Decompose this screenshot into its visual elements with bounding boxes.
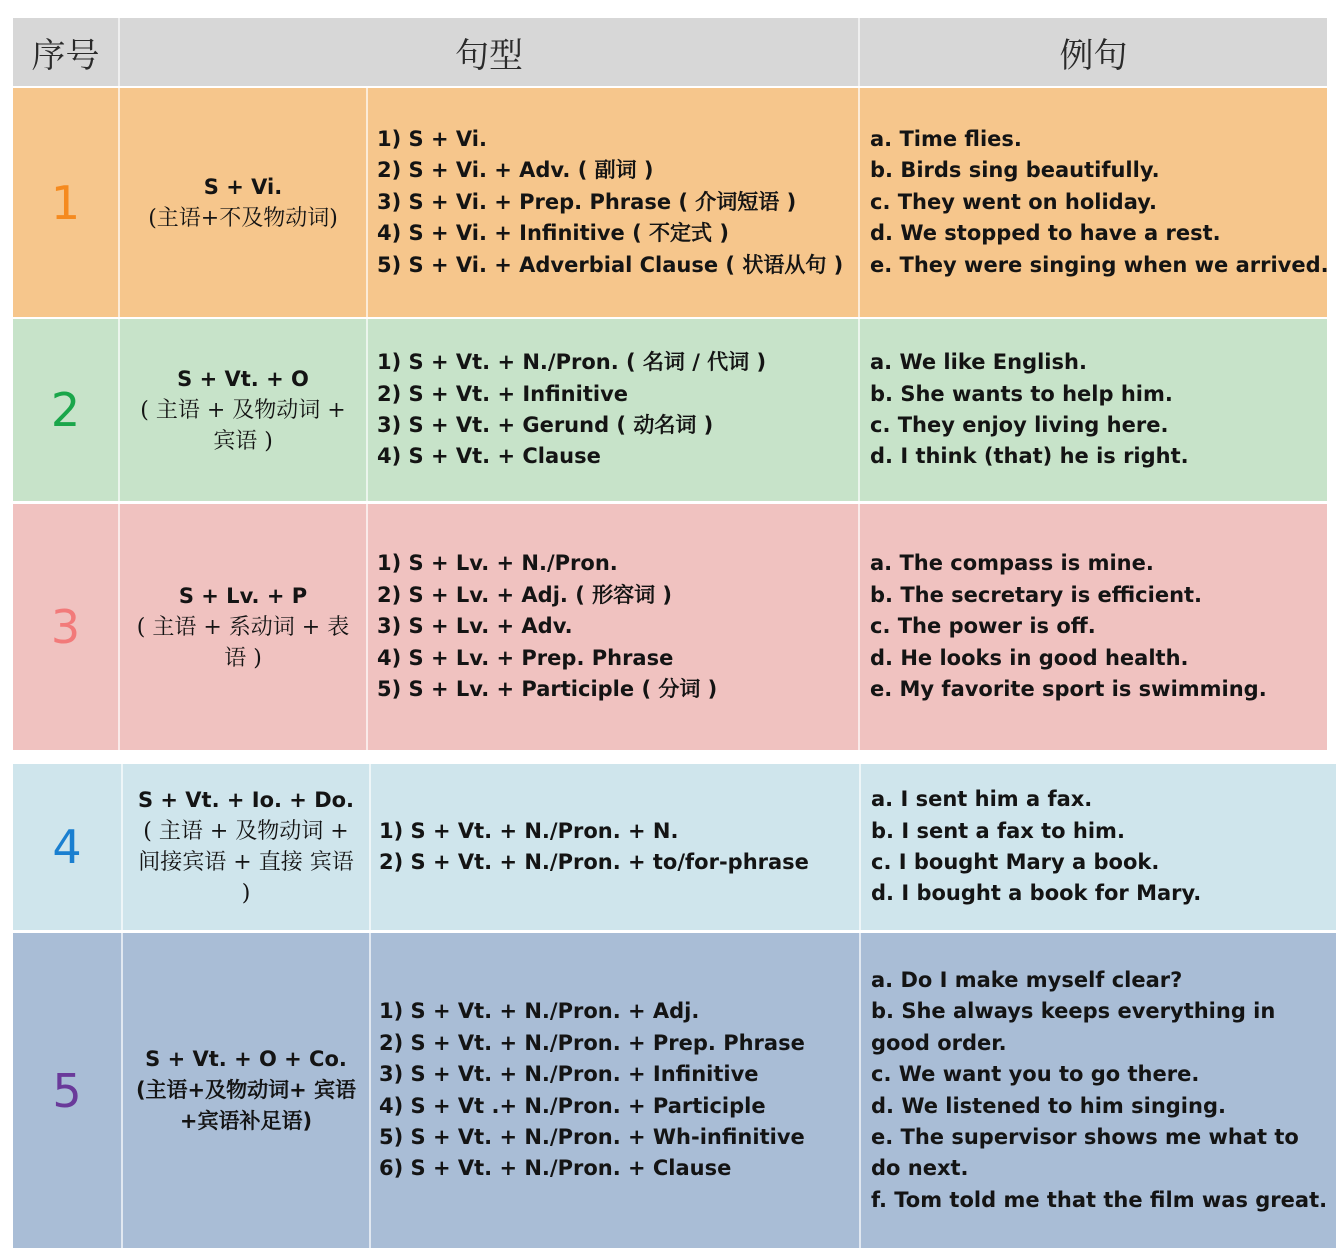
example-item: f. Tom told me that the film was great. [871, 1187, 1328, 1212]
sub-pattern-item: 3) S + Vt. + N./Pron. + Infinitive [379, 1062, 759, 1087]
table-row [13, 504, 1327, 750]
table-row [13, 764, 1336, 930]
example-item: a. I sent him a fax. [871, 787, 1093, 812]
sub-pattern-item: 3) S + Vt. + Gerund ( 动名词 ) [377, 413, 714, 437]
example-item: d. He looks in good health. [870, 645, 1189, 670]
sub-pattern-item: 2) S + Lv. + Adj. ( 形容词 ) [377, 582, 673, 607]
example-list [860, 504, 1327, 750]
pattern-cell [120, 504, 368, 750]
sub-pattern-list [371, 764, 861, 930]
example-item: b. She wants to help him. [870, 381, 1173, 406]
row-number: 2 [13, 319, 120, 501]
sub-pattern-item: 5) S + Lv. + Participle ( 分词 ) [377, 677, 718, 702]
example-item: d. We listened to him singing. [871, 1093, 1226, 1118]
pattern-chinese: ( 主语 + 系动词 + 表语 ) [136, 614, 350, 671]
header-pattern: 句型 [120, 18, 860, 86]
sub-pattern-item: 1) S + Vt. + N./Pron. + Adj. [379, 999, 700, 1024]
row-number: 1 [13, 88, 120, 317]
example-item: e. They were singing when we arrived. [870, 252, 1329, 277]
sub-pattern-item: 2) S + Vi. + Adv. ( 副词 ) [377, 158, 654, 183]
example-list [860, 88, 1327, 317]
example-item: c. They enjoy living here. [870, 413, 1169, 437]
sub-pattern-item: 1) S + Vt. + N./Pron. ( 名词 / 代词 ) [377, 350, 767, 375]
sub-pattern-item: 4) S + Vt. + Clause [377, 444, 601, 469]
sub-pattern-item: 1) S + Lv. + N./Pron. [377, 551, 618, 576]
sub-pattern-item: 2) S + Vt. + N./Pron. + Prep. Phrase [379, 1030, 805, 1055]
example-item: c. The power is off. [870, 614, 1096, 639]
sub-pattern-item: 3) S + Vi. + Prep. Phrase ( 介词短语 ) [377, 189, 797, 214]
header-number: 序号 [13, 18, 120, 86]
row-number: 4 [13, 764, 123, 930]
sub-pattern-list [368, 504, 860, 750]
example-item: a. We like English. [870, 350, 1087, 375]
example-item: d. I bought a book for Mary. [871, 881, 1202, 906]
example-item: b. She always keeps everything in [871, 999, 1276, 1024]
sub-pattern-list [368, 88, 860, 317]
sub-pattern-list [368, 319, 860, 501]
sub-pattern-item: 2) S + Vt. + N./Pron. + to/for-phrase [379, 850, 809, 874]
example-item: do next. [871, 1156, 969, 1181]
sub-pattern-item: 4) S + Vi. + Infinitive ( 不定式 ) [377, 221, 729, 246]
sub-pattern-item: 5) S + Vt. + N./Pron. + Wh-infinitive [379, 1124, 805, 1149]
sub-pattern-item: 3) S + Lv. + Adv. [377, 614, 573, 639]
table-row [13, 319, 1327, 501]
pattern-formula: S + Vt. + O [177, 366, 309, 391]
pattern-formula: S + Lv. + P [178, 583, 308, 608]
pattern-cell [123, 764, 371, 930]
sub-pattern-item: 2) S + Vt. + Infinitive [377, 381, 628, 406]
example-list [861, 933, 1336, 1248]
example-item: c. I bought Mary a book. [871, 850, 1160, 874]
pattern-formula: S + Vt. + Io. + Do. [137, 788, 355, 812]
example-item: b. I sent a fax to him. [871, 818, 1125, 843]
pattern-chinese: (主语+不及物动词) [148, 205, 338, 231]
example-item: d. I think (that) he is right. [870, 444, 1189, 469]
example-item: a. Time flies. [870, 126, 1022, 151]
example-item: d. We stopped to have a rest. [870, 221, 1221, 246]
example-item: e. The supervisor shows me what to [871, 1124, 1299, 1149]
example-item: e. My favorite sport is swimming. [870, 677, 1267, 702]
pattern-formula: S + Vi. [203, 174, 283, 199]
example-item: a. Do I make myself clear? [871, 967, 1183, 992]
example-item: b. The secretary is efficient. [870, 582, 1203, 607]
sub-pattern-item: 1) S + Vi. [377, 126, 487, 151]
header-example: 例句 [1059, 35, 1128, 76]
sub-pattern-item: 5) S + Vi. + Adverbial Clause ( 状语从句 ) [377, 252, 844, 277]
sub-pattern-list [371, 933, 861, 1248]
pattern-cell [120, 319, 368, 501]
pattern-chinese: ( 主语 + 及物动词 + 间接宾语 + 直接 宾语 ) [138, 819, 354, 906]
pattern-formula: S + Vt. + O + Co. (主语+及物动词+ 宾语 +宾语补足语) [135, 1047, 357, 1133]
example-item: good order. [871, 1030, 1007, 1055]
row-number: 5 [13, 933, 123, 1248]
sub-pattern-item: 1) S + Vt. + N./Pron. + N. [379, 818, 679, 843]
pattern-cell [123, 933, 371, 1248]
row-number: 3 [13, 504, 120, 750]
example-list [860, 319, 1327, 501]
table-row [13, 933, 1336, 1248]
example-list [861, 764, 1336, 930]
example-item: c. We want you to go there. [871, 1062, 1200, 1087]
pattern-chinese: ( 主语 + 及物动词 + 宾语 ) [140, 397, 346, 454]
example-item: b. Birds sing beautifully. [870, 158, 1160, 183]
table-header [13, 18, 1327, 86]
example-item: c. They went on holiday. [870, 189, 1157, 214]
pattern-cell [120, 88, 368, 317]
example-item: a. The compass is mine. [870, 551, 1154, 576]
sub-pattern-item: 6) S + Vt. + N./Pron. + Clause [379, 1156, 732, 1181]
sub-pattern-item: 4) S + Lv. + Prep. Phrase [377, 645, 674, 670]
table-row [13, 88, 1327, 317]
sub-pattern-item: 4) S + Vt .+ N./Pron. + Participle [379, 1093, 766, 1118]
